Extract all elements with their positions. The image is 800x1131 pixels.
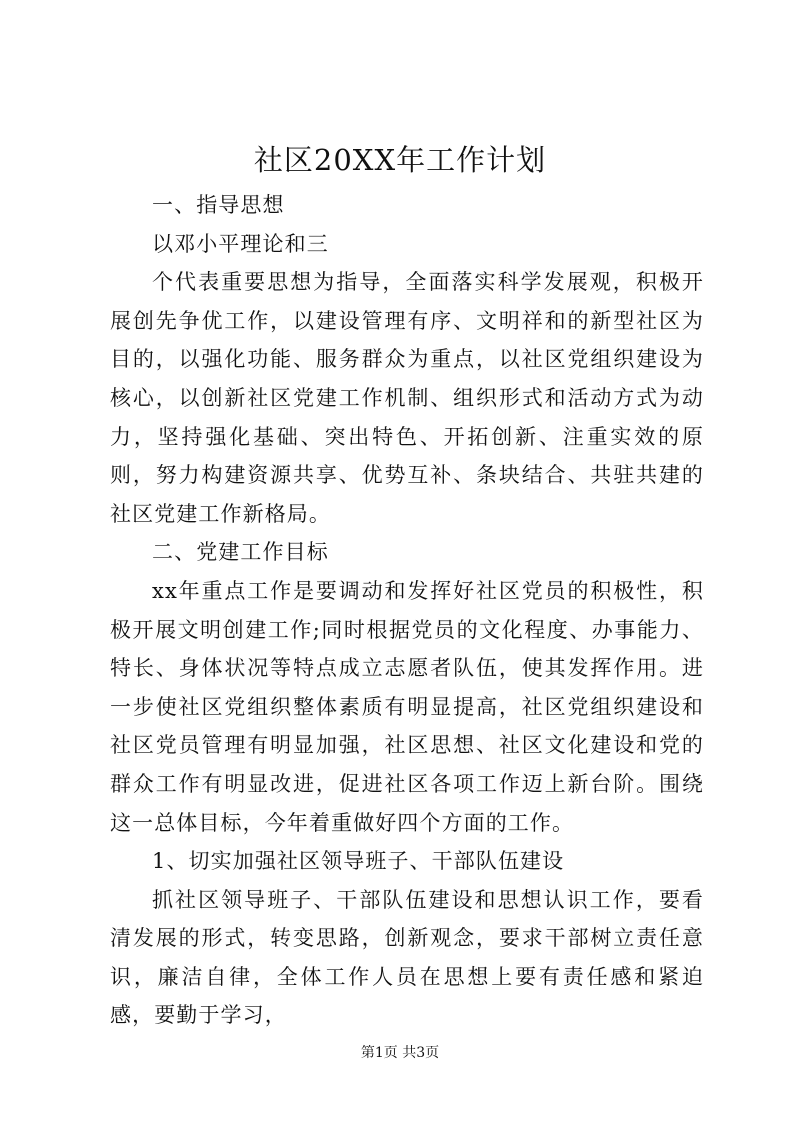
page-footer: 第1页 共3页 xyxy=(360,1045,440,1061)
paragraph-party-goals: xx年重点工作是要调动和发挥好社区党员的积极性，积极开展文明创建工作;同时根据党员的文化程度、办事能力、特长、身体状况等特点成立志愿者队伍，使其发挥作用。进一步使社区党组织整体素质有明显提高，社区党组织建设和社区党员管理有明显加强，社区思想、社区文化建设和党的群众工作有明显改进，促进社区各项工作迈上新台阶。围绕这一总体目标，今年着重做好四个方面的工作。 xyxy=(110,578,704,835)
section-heading-party-goals: 二、党建工作目标 xyxy=(152,540,329,565)
section-heading-guiding-thought: 一、指导思想 xyxy=(152,193,285,217)
document-body xyxy=(110,186,704,1035)
subsection-heading-leadership: 1、切实加强社区领导班子、干部队伍建设 xyxy=(152,849,565,874)
document-title: 社区20XX年工作计划 xyxy=(253,143,547,177)
paragraph-leadership: 抓社区领导班子、干部队伍建设和思想认识工作，要看清发展的形式，转变思路，创新观念，要求干部树立责任意识，廉洁自律，全体工作人员在思想上要有责任感和紧迫感，要勤于学习， xyxy=(110,887,704,1028)
paragraph-intro-line: 以邓小平理论和三 xyxy=(152,231,329,256)
paragraph-guiding-thought: 个代表重要思想为指导，全面落实科学发展观，积极开展创先争优工作，以建设管理有序、文明祥和的新型社区为目的，以强化功能、服务群众为重点，以社区党组织建设为核心，以创新社区党建工作机制、组织形式和活动方式为动力，坚持强化基础、突出特色、开拓创新、注重实效的原则，努力构建资源共享、优势互补、条块结合、共驻共建的社区党建工作新格局。 xyxy=(110,270,704,526)
